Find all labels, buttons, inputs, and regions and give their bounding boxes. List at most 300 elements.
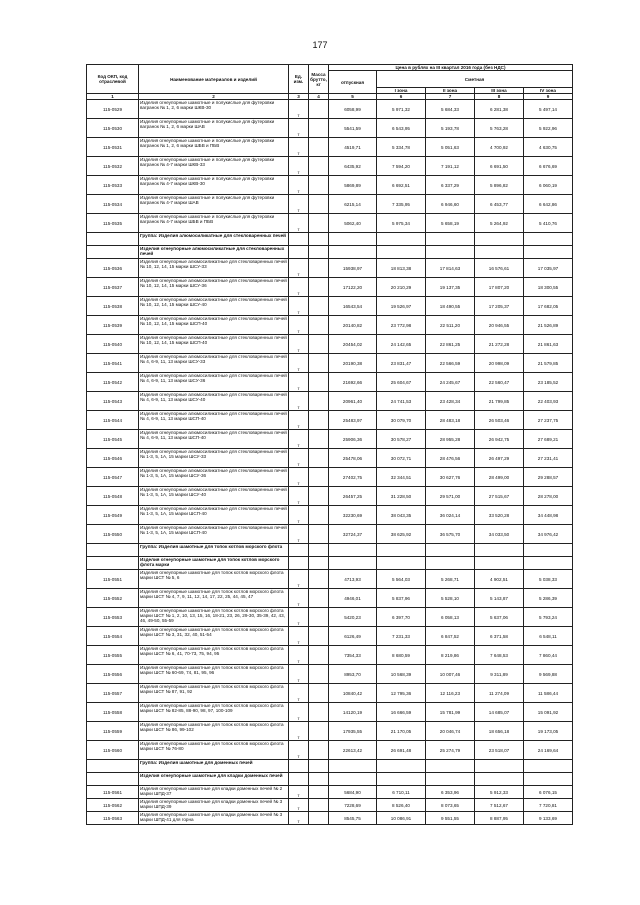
item-name: Изделия огнеупорные шамотные и полукислые для футеровки вагранок № 4-7 марки ШАВ	[139, 195, 289, 214]
item-name: Изделия огнеупорные алюмосиликатные для стекловаренных печей № 10, 12, 14, 15 марки ШСУ-40	[139, 297, 289, 316]
item-mass	[309, 119, 329, 138]
price-zone-2: 9 551,55	[426, 812, 475, 825]
colnum: 6	[377, 94, 426, 100]
price-zone-2: 36 575,70	[426, 525, 475, 544]
price-release: 15938,97	[329, 259, 377, 278]
price-zone-3: 17 807,20	[475, 278, 524, 297]
item-unit: т	[289, 430, 309, 449]
price-table-wrapper	[86, 64, 572, 825]
price-release: 6126,49	[329, 627, 377, 646]
price-zone-3: 4 902,51	[475, 570, 524, 589]
price-zone-3: 9 311,89	[475, 665, 524, 684]
table-row	[87, 608, 573, 627]
price-zone-4: 15 091,92	[524, 703, 573, 722]
table-row	[87, 786, 573, 799]
empty-cell	[309, 760, 329, 773]
item-mass	[309, 176, 329, 195]
item-name: Изделия огнеупорные шамотные для кладки доменных печей № 2 марки ШПД-37	[139, 786, 289, 799]
item-mass	[309, 373, 329, 392]
item-unit: т	[289, 195, 309, 214]
item-code: 115-0544	[87, 411, 139, 430]
price-release: 21692,66	[329, 373, 377, 392]
price-release: 32724,37	[329, 525, 377, 544]
price-zone-2: 5 658,19	[426, 214, 475, 233]
price-zone-4: 5 793,24	[524, 608, 573, 627]
item-mass	[309, 665, 329, 684]
price-zone-2: 5 684,33	[426, 100, 475, 119]
price-zone-2: 8 073,65	[426, 799, 475, 812]
table-row	[87, 335, 573, 354]
price-zone-1: 38 043,35	[377, 506, 426, 525]
price-zone-1: 5 975,34	[377, 214, 426, 233]
item-unit: т	[289, 608, 309, 627]
empty-cell	[524, 544, 573, 557]
price-zone-2: 28 483,18	[426, 411, 475, 430]
price-zone-1: 24 741,53	[377, 392, 426, 411]
empty-cell	[289, 773, 309, 786]
table-row	[87, 297, 573, 316]
price-zone-3: 20 946,55	[475, 316, 524, 335]
group-title: Изделия огнеупорные алюмосиликатные для стекловаренных печей	[139, 246, 289, 259]
item-mass	[309, 392, 329, 411]
item-mass	[309, 589, 329, 608]
table-row	[87, 684, 573, 703]
item-unit: т	[289, 373, 309, 392]
price-release: 26457,25	[329, 487, 377, 506]
group-code-cell	[87, 557, 139, 570]
item-unit: т	[289, 525, 309, 544]
price-release: 5684,90	[329, 786, 377, 799]
empty-cell	[475, 557, 524, 570]
price-release: 25483,97	[329, 411, 377, 430]
price-zone-4: 19 173,05	[524, 722, 573, 741]
price-zone-4: 22 403,93	[524, 392, 573, 411]
empty-cell	[289, 557, 309, 570]
item-unit: т	[289, 646, 309, 665]
price-zone-2: 22 566,59	[426, 354, 475, 373]
item-unit: т	[289, 786, 309, 799]
item-unit: т	[289, 354, 309, 373]
item-unit: т	[289, 176, 309, 195]
item-code: 115-0557	[87, 684, 139, 703]
price-zone-1: 26 691,48	[377, 741, 426, 760]
item-name: Изделия огнеупорные алюмосиликатные для стекловаренных печей № 4, 6-9, 11, 13 марки ШСУ-40	[139, 392, 289, 411]
item-code: 115-0555	[87, 646, 139, 665]
price-release: 4946,01	[329, 589, 377, 608]
price-zone-3: 5 637,06	[475, 608, 524, 627]
price-zone-2: 23 428,34	[426, 392, 475, 411]
price-zone-4: 9 133,69	[524, 812, 573, 825]
item-name: Изделия огнеупорные шамотные для топок котлов морского флота марки ШСТ № 76-80	[139, 741, 289, 760]
item-code: 115-0539	[87, 316, 139, 335]
price-release: 5420,23	[329, 608, 377, 627]
price-zone-1: 6 692,51	[377, 176, 426, 195]
price-release: 7228,69	[329, 799, 377, 812]
table-row	[87, 100, 573, 119]
item-unit: т	[289, 411, 309, 430]
item-mass	[309, 335, 329, 354]
price-zone-1: 24 142,65	[377, 335, 426, 354]
empty-cell	[289, 544, 309, 557]
item-mass	[309, 449, 329, 468]
group-row	[87, 233, 573, 246]
table-row	[87, 278, 573, 297]
page-number: 177	[312, 40, 328, 50]
item-code: 115-0549	[87, 506, 139, 525]
table-row	[87, 570, 573, 589]
item-unit: т	[289, 297, 309, 316]
table-row	[87, 157, 573, 176]
item-code: 115-0547	[87, 468, 139, 487]
price-release: 6058,99	[329, 100, 377, 119]
item-name: Изделия огнеупорные алюмосиликатные для стекловаренных печей № 10, 12, 14, 15 марки ШСП-40	[139, 335, 289, 354]
table-row	[87, 799, 573, 812]
price-zone-4: 21 861,63	[524, 335, 573, 354]
empty-cell	[329, 233, 377, 246]
price-release: 17935,55	[329, 722, 377, 741]
price-zone-2: 24 245,67	[426, 373, 475, 392]
price-release: 4713,93	[329, 570, 377, 589]
item-code: 115-0540	[87, 335, 139, 354]
item-name: Изделия огнеупорные алюмосиликатные для стекловаренных печей № 10, 12, 14, 15 марки ШСУ-33	[139, 259, 289, 278]
item-code: 115-0535	[87, 214, 139, 233]
item-unit: т	[289, 665, 309, 684]
price-zone-4: 28 278,00	[524, 487, 573, 506]
item-name: Изделия огнеупорные шамотные для топок котлов морского флота марки ШСТ № 87, 91, 92	[139, 684, 289, 703]
empty-cell	[524, 233, 573, 246]
item-code: 115-0548	[87, 487, 139, 506]
item-code: 115-0552	[87, 589, 139, 608]
empty-cell	[377, 773, 426, 786]
price-zone-3: 6 281,38	[475, 100, 524, 119]
item-name: Изделия огнеупорные шамотные для топок котлов морского флота марки ШСТ № 6, 41, 70-73, 75, 94, 95	[139, 646, 289, 665]
price-zone-3: 11 274,09	[475, 684, 524, 703]
header-unit: Ед. изм.	[289, 65, 309, 94]
price-zone-3: 26 942,75	[475, 430, 524, 449]
colnum: 2	[139, 94, 289, 100]
item-code: 115-0531	[87, 138, 139, 157]
item-name: Изделия огнеупорные алюмосиликатные для стекловаренных печей № 1-3, 5, 1А, 15 марки ШСП-40	[139, 506, 289, 525]
header-zone-4: IV зона	[524, 88, 573, 94]
empty-cell	[426, 544, 475, 557]
price-release: 20140,82	[329, 316, 377, 335]
item-unit: т	[289, 487, 309, 506]
price-zone-2: 5 528,10	[426, 589, 475, 608]
item-mass	[309, 722, 329, 741]
group-row	[87, 544, 573, 557]
price-release: 22613,42	[329, 741, 377, 760]
colnum: 1	[87, 94, 139, 100]
empty-cell	[329, 760, 377, 773]
item-unit: т	[289, 506, 309, 525]
table-row	[87, 316, 573, 335]
price-zone-1: 23 831,47	[377, 354, 426, 373]
table-row	[87, 259, 573, 278]
price-zone-4: 27 237,75	[524, 411, 573, 430]
item-name: Изделия огнеупорные шамотные для топок котлов морского флота марки ШСТ № 5, 6	[139, 570, 289, 589]
empty-cell	[524, 773, 573, 786]
price-zone-1: 8 680,59	[377, 646, 426, 665]
price-zone-2: 18 490,55	[426, 297, 475, 316]
price-zone-4: 21 579,85	[524, 354, 573, 373]
empty-cell	[329, 557, 377, 570]
price-zone-4: 5 286,39	[524, 589, 573, 608]
item-mass	[309, 138, 329, 157]
item-name: Изделия огнеупорные алюмосиликатные для стекловаренных печей № 4, 6-9, 11, 13 марки ШСУ-33	[139, 354, 289, 373]
price-zone-4: 5 410,76	[524, 214, 573, 233]
header-release: отпускная	[329, 71, 377, 94]
item-unit: т	[289, 335, 309, 354]
item-name: Изделия огнеупорные шамотные и полукислые для футеровки вагранок № 4-7 марки ШБВ и ПБВ	[139, 214, 289, 233]
table-row	[87, 487, 573, 506]
table-row	[87, 646, 573, 665]
item-mass	[309, 741, 329, 760]
table-row	[87, 665, 573, 684]
price-zone-1: 10 568,39	[377, 665, 426, 684]
price-release: 5869,89	[329, 176, 377, 195]
group-code-cell	[87, 246, 139, 259]
item-name: Изделия огнеупорные шамотные и полукислые для футеровки вагранок № 1, 2, 6 марки ШБВ и ПБВ	[139, 138, 289, 157]
price-zone-1: 38 625,92	[377, 525, 426, 544]
item-unit: т	[289, 627, 309, 646]
item-name: Изделия огнеупорные алюмосиликатные для стекловаренных печей № 1-3, 5, 1А, 15 марки ШСУ-33	[139, 449, 289, 468]
price-zone-1: 7 594,20	[377, 157, 426, 176]
price-release: 6435,92	[329, 157, 377, 176]
item-unit: т	[289, 214, 309, 233]
price-zone-2: 22 861,25	[426, 335, 475, 354]
empty-cell	[426, 246, 475, 259]
price-release: 32230,69	[329, 506, 377, 525]
empty-cell	[309, 246, 329, 259]
table-row	[87, 411, 573, 430]
price-zone-1: 31 228,50	[377, 487, 426, 506]
price-release: 8953,70	[329, 665, 377, 684]
item-mass	[309, 525, 329, 544]
empty-cell	[309, 544, 329, 557]
price-zone-4: 6 676,69	[524, 157, 573, 176]
price-zone-3: 6 691,50	[475, 157, 524, 176]
item-mass	[309, 684, 329, 703]
price-zone-4: 5 038,33	[524, 570, 573, 589]
price-release: 20190,38	[329, 354, 377, 373]
header-price-title: Цена в рублях на III квартал 2016 года (без НДС)	[329, 65, 573, 71]
item-code: 115-0563	[87, 812, 139, 825]
item-mass	[309, 259, 329, 278]
price-zone-2: 7 191,12	[426, 157, 475, 176]
empty-cell	[377, 246, 426, 259]
price-zone-2: 10 007,46	[426, 665, 475, 684]
item-name: Изделия огнеупорные алюмосиликатные для стекловаренных печей № 1-3, 5, 1А, 15 марки ШСУ-40	[139, 487, 289, 506]
price-zone-1: 19 526,97	[377, 297, 426, 316]
table-row	[87, 430, 573, 449]
empty-cell	[475, 246, 524, 259]
table-row	[87, 373, 573, 392]
price-zone-3: 8 887,95	[475, 812, 524, 825]
price-zone-3: 5 143,87	[475, 589, 524, 608]
price-release: 16543,54	[329, 297, 377, 316]
empty-cell	[426, 233, 475, 246]
price-zone-3: 21 799,85	[475, 392, 524, 411]
price-zone-3: 5 763,28	[475, 119, 524, 138]
price-zone-1: 5 971,32	[377, 100, 426, 119]
item-code: 115-0560	[87, 741, 139, 760]
item-unit: т	[289, 703, 309, 722]
table-row	[87, 525, 573, 544]
item-unit: т	[289, 722, 309, 741]
table-row	[87, 741, 573, 760]
price-zone-1: 25 604,67	[377, 373, 426, 392]
price-zone-2: 17 814,63	[426, 259, 475, 278]
item-mass	[309, 506, 329, 525]
table-body	[87, 100, 573, 825]
price-zone-2: 30 627,76	[426, 468, 475, 487]
item-name: Изделия огнеупорные шамотные для топок котлов морского флота марки ШСТ № 82-85, 88-90, 98, 97, 100-109	[139, 703, 289, 722]
table-row	[87, 195, 573, 214]
empty-cell	[329, 773, 377, 786]
item-name: Изделия огнеупорные шамотные для топок котлов морского флота марки ШСТ № 4, 7, 9, 11, 12, 14, 17, 22, 25, 44, 45, 47	[139, 589, 289, 608]
item-mass	[309, 608, 329, 627]
item-mass	[309, 786, 329, 799]
price-release: 4519,71	[329, 138, 377, 157]
price-zone-3: 5 912,33	[475, 786, 524, 799]
price-release: 8545,75	[329, 812, 377, 825]
price-zone-4: 34 976,42	[524, 525, 573, 544]
price-zone-3: 20 998,09	[475, 354, 524, 373]
price-zone-1: 12 795,36	[377, 684, 426, 703]
item-code: 115-0538	[87, 297, 139, 316]
price-zone-3: 34 033,50	[475, 525, 524, 544]
item-unit: т	[289, 119, 309, 138]
table-row	[87, 627, 573, 646]
item-mass	[309, 157, 329, 176]
price-zone-1: 6 397,70	[377, 608, 426, 627]
price-zone-3: 5 264,92	[475, 214, 524, 233]
price-zone-4: 27 231,41	[524, 449, 573, 468]
item-name: Изделия огнеупорные алюмосиликатные для стекловаренных печей № 4, 6-9, 11, 13 марки ШСП-40	[139, 430, 289, 449]
price-zone-3: 23 518,07	[475, 741, 524, 760]
price-zone-1: 10 086,91	[377, 812, 426, 825]
empty-cell	[475, 544, 524, 557]
table-row	[87, 214, 573, 233]
group-row	[87, 773, 573, 786]
price-zone-3: 6 453,77	[475, 195, 524, 214]
group-title: Группа: Изделия алюмосиликатные для стекловаренных печей	[139, 233, 289, 246]
price-zone-1: 32 344,51	[377, 468, 426, 487]
price-zone-2: 28 476,56	[426, 449, 475, 468]
item-mass	[309, 703, 329, 722]
table-row	[87, 119, 573, 138]
price-release: 10840,42	[329, 684, 377, 703]
item-mass	[309, 278, 329, 297]
price-zone-3: 18 656,18	[475, 722, 524, 741]
item-code: 115-0545	[87, 430, 139, 449]
table-row	[87, 468, 573, 487]
price-zone-4: 29 288,57	[524, 468, 573, 487]
price-zone-1: 20 210,29	[377, 278, 426, 297]
group-code-cell	[87, 760, 139, 773]
empty-cell	[309, 773, 329, 786]
group-row	[87, 760, 573, 773]
item-name: Изделия огнеупорные алюмосиликатные для стекловаренных печей № 4, 6-9, 11, 13 марки ШСУ-36	[139, 373, 289, 392]
item-unit: т	[289, 684, 309, 703]
item-mass	[309, 487, 329, 506]
table-row	[87, 176, 573, 195]
item-name: Изделия огнеупорные шамотные для кладки доменных печей № 3 марки ШПД-41 для горна	[139, 812, 289, 825]
item-code: 115-0554	[87, 627, 139, 646]
price-zone-4: 18 300,55	[524, 278, 573, 297]
item-unit: т	[289, 138, 309, 157]
price-release: 5541,59	[329, 119, 377, 138]
item-unit: т	[289, 570, 309, 589]
header-mass: Масса брутто, кг	[309, 65, 329, 94]
item-name: Изделия огнеупорные алюмосиликатные для стекловаренных печей № 1-3, 5, 1А, 15 марки ШСП-40	[139, 525, 289, 544]
price-zone-2: 22 511,20	[426, 316, 475, 335]
item-unit: т	[289, 100, 309, 119]
price-release: 7354,33	[329, 646, 377, 665]
table-row	[87, 354, 573, 373]
empty-cell	[475, 233, 524, 246]
empty-cell	[377, 544, 426, 557]
empty-cell	[289, 760, 309, 773]
item-name: Изделия огнеупорные шамотные и полукислые для футеровки вагранок № 1, 2, 6 марки ШАВ	[139, 119, 289, 138]
price-zone-2: 6 847,52	[426, 627, 475, 646]
item-code: 115-0558	[87, 703, 139, 722]
price-zone-2: 6 058,13	[426, 608, 475, 627]
price-release: 25906,36	[329, 430, 377, 449]
item-name: Изделия огнеупорные шамотные и полукислые для футеровки вагранок № 4-7 марки ШКВ-33	[139, 157, 289, 176]
price-zone-1: 30 079,70	[377, 411, 426, 430]
colnum: 3	[289, 94, 309, 100]
price-zone-3: 5 896,82	[475, 176, 524, 195]
item-unit: т	[289, 278, 309, 297]
item-unit: т	[289, 812, 309, 825]
price-zone-3: 26 497,29	[475, 449, 524, 468]
header-zone-3: III зона	[475, 88, 524, 94]
item-mass	[309, 468, 329, 487]
price-zone-2: 25 274,79	[426, 741, 475, 760]
price-zone-4: 21 526,89	[524, 316, 573, 335]
price-zone-3: 21 272,28	[475, 335, 524, 354]
price-zone-2: 19 137,35	[426, 278, 475, 297]
item-unit: т	[289, 468, 309, 487]
item-code: 115-0543	[87, 392, 139, 411]
item-code: 115-0533	[87, 176, 139, 195]
header-code: Код ОКП, код отраслевой	[87, 65, 139, 94]
item-code: 115-0553	[87, 608, 139, 627]
item-mass	[309, 812, 329, 825]
price-zone-2: 6 353,96	[426, 786, 475, 799]
empty-cell	[309, 557, 329, 570]
price-zone-4: 11 586,44	[524, 684, 573, 703]
item-mass	[309, 195, 329, 214]
empty-cell	[329, 544, 377, 557]
empty-cell	[524, 246, 573, 259]
price-zone-3: 17 205,37	[475, 297, 524, 316]
price-zone-1: 8 526,40	[377, 799, 426, 812]
empty-cell	[475, 760, 524, 773]
price-zone-1: 23 772,98	[377, 316, 426, 335]
price-zone-2: 36 024,14	[426, 506, 475, 525]
price-zone-4: 23 185,52	[524, 373, 573, 392]
item-name: Изделия огнеупорные алюмосиликатные для стекловаренных печей № 10, 12, 14, 15 марки ШСУ-36	[139, 278, 289, 297]
price-zone-3: 27 515,67	[475, 487, 524, 506]
empty-cell	[426, 557, 475, 570]
price-zone-1: 5 564,03	[377, 570, 426, 589]
colnum: 7	[426, 94, 475, 100]
price-zone-3: 16 576,61	[475, 259, 524, 278]
item-name: Изделия огнеупорные шамотные для топок котлов морского флота марки ШСТ № 60-69, 74, 81, 95, 96	[139, 665, 289, 684]
empty-cell	[329, 246, 377, 259]
